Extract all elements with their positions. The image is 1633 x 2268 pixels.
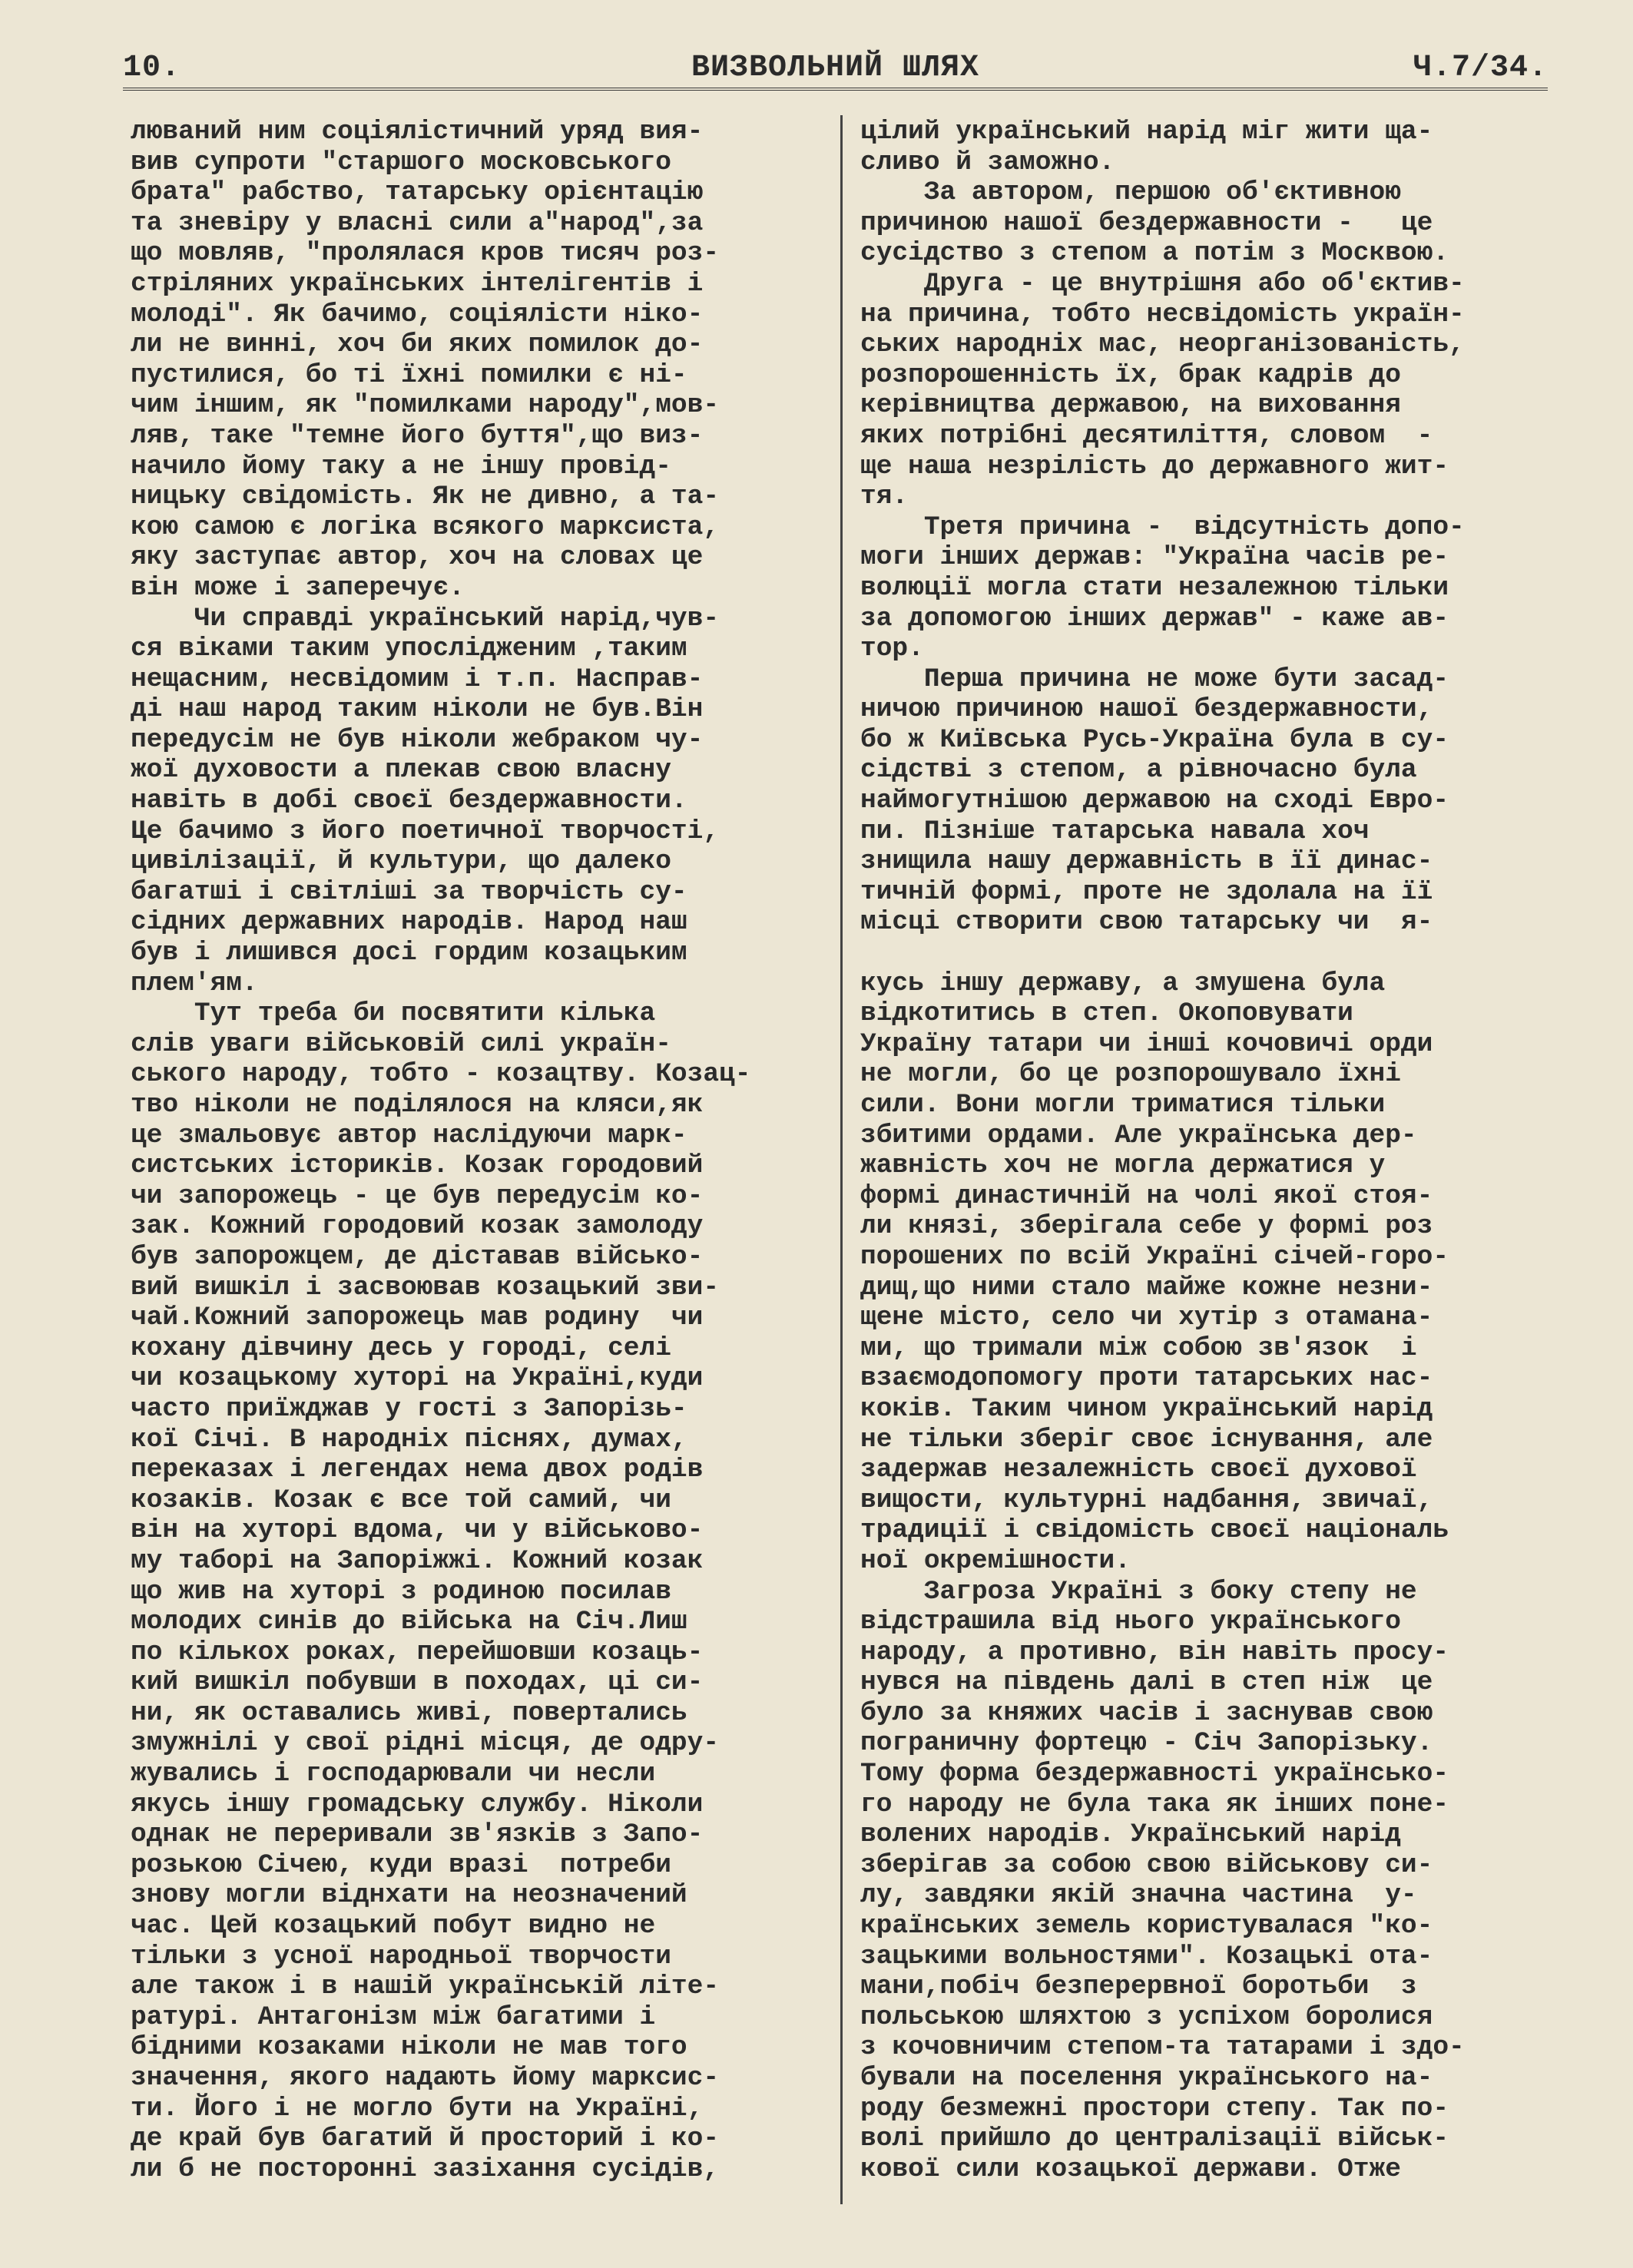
text-line: яку заступає автор, хоч на словах це (131, 542, 704, 573)
text-line: лу, завдяки якій значна частина у- (860, 1880, 1417, 1911)
text-line: коків. Таким чином український нарід (860, 1393, 1433, 1424)
text-line: вищости, культурні надбання, звичаї, (860, 1485, 1433, 1515)
text-line: ної окремішности. (860, 1545, 1131, 1576)
text-line: на причина, тобто несвідомість україн- (860, 299, 1465, 329)
text-line: пи. Пізніше татарська навала хоч (860, 816, 1370, 846)
text-line: тичній формі, проте не здолала на її (860, 876, 1433, 907)
text-line: порошених по всій Україні січей-горо- (860, 1241, 1449, 1272)
text-line: систських істориків. Козак городовий (131, 1151, 704, 1181)
text-line: нещасним, несвідомим і т.п. Насправ- (131, 664, 704, 694)
header-rule (123, 88, 1548, 91)
text-line: знову могли віднхати на неозначений (131, 1880, 687, 1911)
text-line: по кількох роках, перейшовши козаць- (131, 1637, 704, 1667)
text-line: зацькими вольностями". Козацькі ота- (860, 1941, 1433, 1972)
right-column (860, 117, 1544, 2184)
text-line: це змальовує автор наслідуючи марк- (131, 1120, 687, 1151)
text-line: ся віками таким упослідженим ,таким (131, 634, 687, 664)
text-line: дищ,що ними стало майже кожне незни- (860, 1272, 1433, 1303)
text-line: з кочовничим степом-та татарами і здо- (860, 2032, 1465, 2063)
text-line: багатші і світліші за творчість су- (131, 876, 687, 907)
text-line: але також і в нашій українській літе- (131, 1972, 720, 2002)
text-line: змужнілі у свої рідні місця, де одру- (131, 1728, 720, 1759)
text-line: кусь іншу державу, а змушена була (860, 968, 1386, 998)
text-line: взаємодопомогу проти татарських нас- (860, 1363, 1433, 1394)
text-line: Перша причина не може бути засад- (860, 664, 1449, 694)
text-line: стріляних українських інтелігентів і (131, 268, 704, 299)
journal-title: ВИЗВОЛЬНИЙ ШЛЯХ (691, 51, 980, 85)
text-line: молодих синів до війська на Січ.Лиш (131, 1607, 687, 1637)
text-line: Україну татари чи інші кочовичі орди (860, 1028, 1433, 1059)
text-line: мани,побіч безперервної боротьби з (860, 1972, 1417, 2002)
text-line: начило йому таку а не іншу провід- (131, 451, 671, 482)
text-line: щене місто, село чи хутір з отамана- (860, 1303, 1433, 1333)
text-line: причиною нашої бездержавности - це (860, 207, 1433, 238)
text-line: ничою причиною нашої бездержавности, (860, 694, 1433, 725)
text-line: відстрашила від нього українського (860, 1607, 1401, 1637)
text-line: волюції могла стати незалежною тільки (860, 572, 1449, 603)
text-line: жувались і господарювали чи несли (131, 1759, 656, 1790)
text-line: передусім не був ніколи жебраком чу- (131, 724, 704, 755)
text-line: кової сили козацької держави. Отже (860, 2154, 1401, 2184)
text-line: навіть в добі своєї бездержавности. (131, 786, 687, 816)
text-line: не могли, бо це розпорошувало їхні (860, 1059, 1401, 1090)
text-line: чим іншим, як "помилками народу",мов- (131, 390, 720, 421)
text-line: Чи справді український нарід,чув- (131, 603, 720, 634)
text-line: за допомогою інших держав" - каже ав- (860, 603, 1449, 634)
text-line: цивілізації, й культури, що далеко (131, 846, 671, 877)
issue-number: Ч.7/34. (1413, 51, 1548, 85)
text-line: Тому форма бездержавності українсько- (860, 1759, 1449, 1790)
text-line: країнських земель користувалася "ко- (860, 1911, 1433, 1942)
text-line: ли не винні, хоч би яких помилок до- (131, 329, 704, 360)
text-line: нувся на південь далі в степ ніж це (860, 1667, 1433, 1698)
text-line: чай.Кожний запорожець мав родину чи (131, 1303, 704, 1333)
text-line: польською шляхтою з успіхом боролися (860, 2001, 1433, 2032)
text-line: Друга - це внутрішня або об'єктив- (860, 268, 1465, 299)
text-line: цілий український нарід міг жити ща- (860, 117, 1433, 147)
text-line: керівництва державою, на виховання (860, 390, 1401, 421)
text-line: му таборі на Запоріжжі. Кожний козак (131, 1545, 704, 1576)
column-divider (840, 115, 843, 2204)
text-line: пустилися, бо ті їхні помилки є ні- (131, 359, 687, 390)
text-line: переказах і легендах нема двох родів (131, 1455, 704, 1485)
text-line: був запорожцем, де діставав військо- (131, 1241, 704, 1272)
text-line: За автором, першою об'єктивною (860, 177, 1401, 208)
text-line: сили. Вони могли триматися тільки (860, 1090, 1386, 1120)
text-line: молоді". Як бачимо, соціялісти ніко- (131, 299, 704, 329)
text-line: ми, що тримали між собою зв'язок і (860, 1333, 1417, 1363)
text-line: однак не переривали зв'язків з Запо- (131, 1819, 704, 1850)
text-line: тор. (860, 634, 924, 664)
text-line: сусідство з степом а потім з Москвою. (860, 238, 1449, 269)
left-column (131, 117, 814, 2184)
text-line: сідстві з степом, а рівночасно була (860, 755, 1417, 786)
text-line: кої Січі. В народніх піснях, думах, (131, 1424, 687, 1455)
page-header (123, 43, 1548, 89)
text-line: жої духовости а плекав свою власну (131, 755, 671, 786)
text-line: слів уваги військовій силі україн- (131, 1028, 671, 1059)
text-line: вий вишкіл і засвоював козацький зви- (131, 1272, 720, 1303)
text-line: ти. Його і не могло бути на Україні, (131, 2093, 704, 2124)
text-line: Третя причина - відсутність допо- (860, 512, 1465, 542)
text-line: вив супроти "старшого московського (131, 147, 671, 177)
text-line (860, 938, 1544, 968)
text-line: відкотитись в степ. Окоповувати (860, 998, 1353, 1029)
text-line: ді наш народ таким ніколи не був.Він (131, 694, 704, 725)
text-line: го народу не була така як інших поне- (860, 1789, 1449, 1819)
text-line: бідними козаками ніколи не мав того (131, 2032, 687, 2063)
text-line: він може і заперечує. (131, 572, 465, 603)
text-line: брата" рабство, татарську орієнтацію (131, 177, 704, 208)
text-line: яких потрібні десятиліття, словом - (860, 420, 1433, 451)
text-line: значення, якого надають йому марксис- (131, 2063, 720, 2093)
text-line: часто приїжджав у гості з Запорізь- (131, 1393, 687, 1424)
text-line: пограничну фортецю - Січ Запорізьку. (860, 1728, 1433, 1759)
text-line: бо ж Київська Русь-Україна була в су- (860, 724, 1449, 755)
text-line: тво ніколи не поділялося на кляси,як (131, 1090, 704, 1120)
text-line: що жив на хуторі з родиною посилав (131, 1576, 671, 1607)
text-line: чи запорожець - це був передусім ко- (131, 1180, 704, 1211)
text-line: зберігав за собою свою військову си- (860, 1849, 1433, 1880)
text-line: ли б не посторонні зазіхання сусідів, (131, 2154, 720, 2184)
text-line: що мовляв, "пролялася кров тисяч роз- (131, 238, 720, 269)
text-line: збитими ордами. Але українська дер- (860, 1120, 1417, 1151)
text-line: моги інших держав: "Україна часів ре- (860, 542, 1449, 573)
text-line: кою самою є логіка всякого марксиста, (131, 512, 720, 542)
text-line: формі династичній на чолі якої стоя- (860, 1180, 1433, 1211)
text-line: був і лишився досі гордим козацьким (131, 938, 687, 968)
text-line: бували на поселення українського на- (860, 2063, 1433, 2093)
text-line: ського народу, тобто - козацтву. Козац- (131, 1059, 751, 1090)
text-line: Тут треба би посвятити кілька (131, 998, 656, 1029)
text-line: якусь іншу громадську службу. Ніколи (131, 1789, 704, 1819)
text-line: чи козацькому хуторі на Україні,куди (131, 1363, 704, 1394)
text-line: кохану дівчину десь у городі, селі (131, 1333, 671, 1363)
text-line: роду безмежні простори степу. Так по- (860, 2093, 1449, 2124)
text-line: ще наша незрілість до державного жит- (860, 451, 1449, 482)
text-line: традиції і свідомість своєї національ (860, 1515, 1449, 1546)
text-line: Це бачимо з його поетичної творчості, (131, 816, 720, 846)
text-line: народу, а противно, він навіть просу- (860, 1637, 1449, 1667)
text-line: тільки з усної народньої творчости (131, 1941, 671, 1972)
text-line: ляв, таке "темне його буття",що виз- (131, 420, 704, 451)
text-line: тя. (860, 482, 909, 512)
text-line: час. Цей козацький побут видно не (131, 1911, 656, 1942)
text-line: плем'ям. (131, 968, 258, 998)
text-line: зак. Кожний городовий козак замолоду (131, 1211, 704, 1242)
text-line: розпорошенність їх, брак кадрів до (860, 359, 1401, 390)
text-line: ських народніх мас, неорганізованість, (860, 329, 1465, 360)
text-line: розькою Січею, куди вразі потреби (131, 1849, 671, 1880)
text-line: знищила нашу державність в її динас- (860, 846, 1433, 877)
text-line: задержав незалежність своєї духової (860, 1455, 1417, 1485)
text-line: наймогутнішою державою на сході Евро- (860, 786, 1449, 816)
text-line: ни, як оставались живі, повертались (131, 1697, 687, 1728)
text-line: та зневіру у власні сили а"народ",за (131, 207, 704, 238)
text-line: місці створити свою татарську чи я- (860, 907, 1433, 938)
text-line: ницьку свідомість. Як не дивно, а та- (131, 482, 720, 512)
text-line: він на хуторі вдома, чи у військово- (131, 1515, 704, 1546)
text-line: волених народів. Український нарід (860, 1819, 1401, 1850)
text-line: кий вишкіл побувши в походах, ці си- (131, 1667, 704, 1698)
text-line: жавність хоч не могла держатися у (860, 1151, 1386, 1181)
text-line: сідних державних народів. Народ наш (131, 907, 687, 938)
page-number: 10. (123, 51, 181, 85)
text-line: було за княжих часів і заснував свою (860, 1697, 1433, 1728)
text-line: не тільки зберіг своє існування, але (860, 1424, 1433, 1455)
text-line: ратурі. Антагонізм між багатими і (131, 2001, 656, 2032)
text-line: Загроза Україні з боку степу не (860, 1576, 1417, 1607)
text-line: ли князі, зберігала себе у формі роз (860, 1211, 1433, 1242)
text-line: де край був багатий й просторий і ко- (131, 2124, 720, 2154)
text-line: люваний ним соціялістичний уряд вия- (131, 117, 704, 147)
text-line: козаків. Козак є все той самий, чи (131, 1485, 671, 1515)
text-line: волі прийшло до централізації військ- (860, 2124, 1449, 2154)
text-line: сливо й заможно. (860, 147, 1115, 177)
